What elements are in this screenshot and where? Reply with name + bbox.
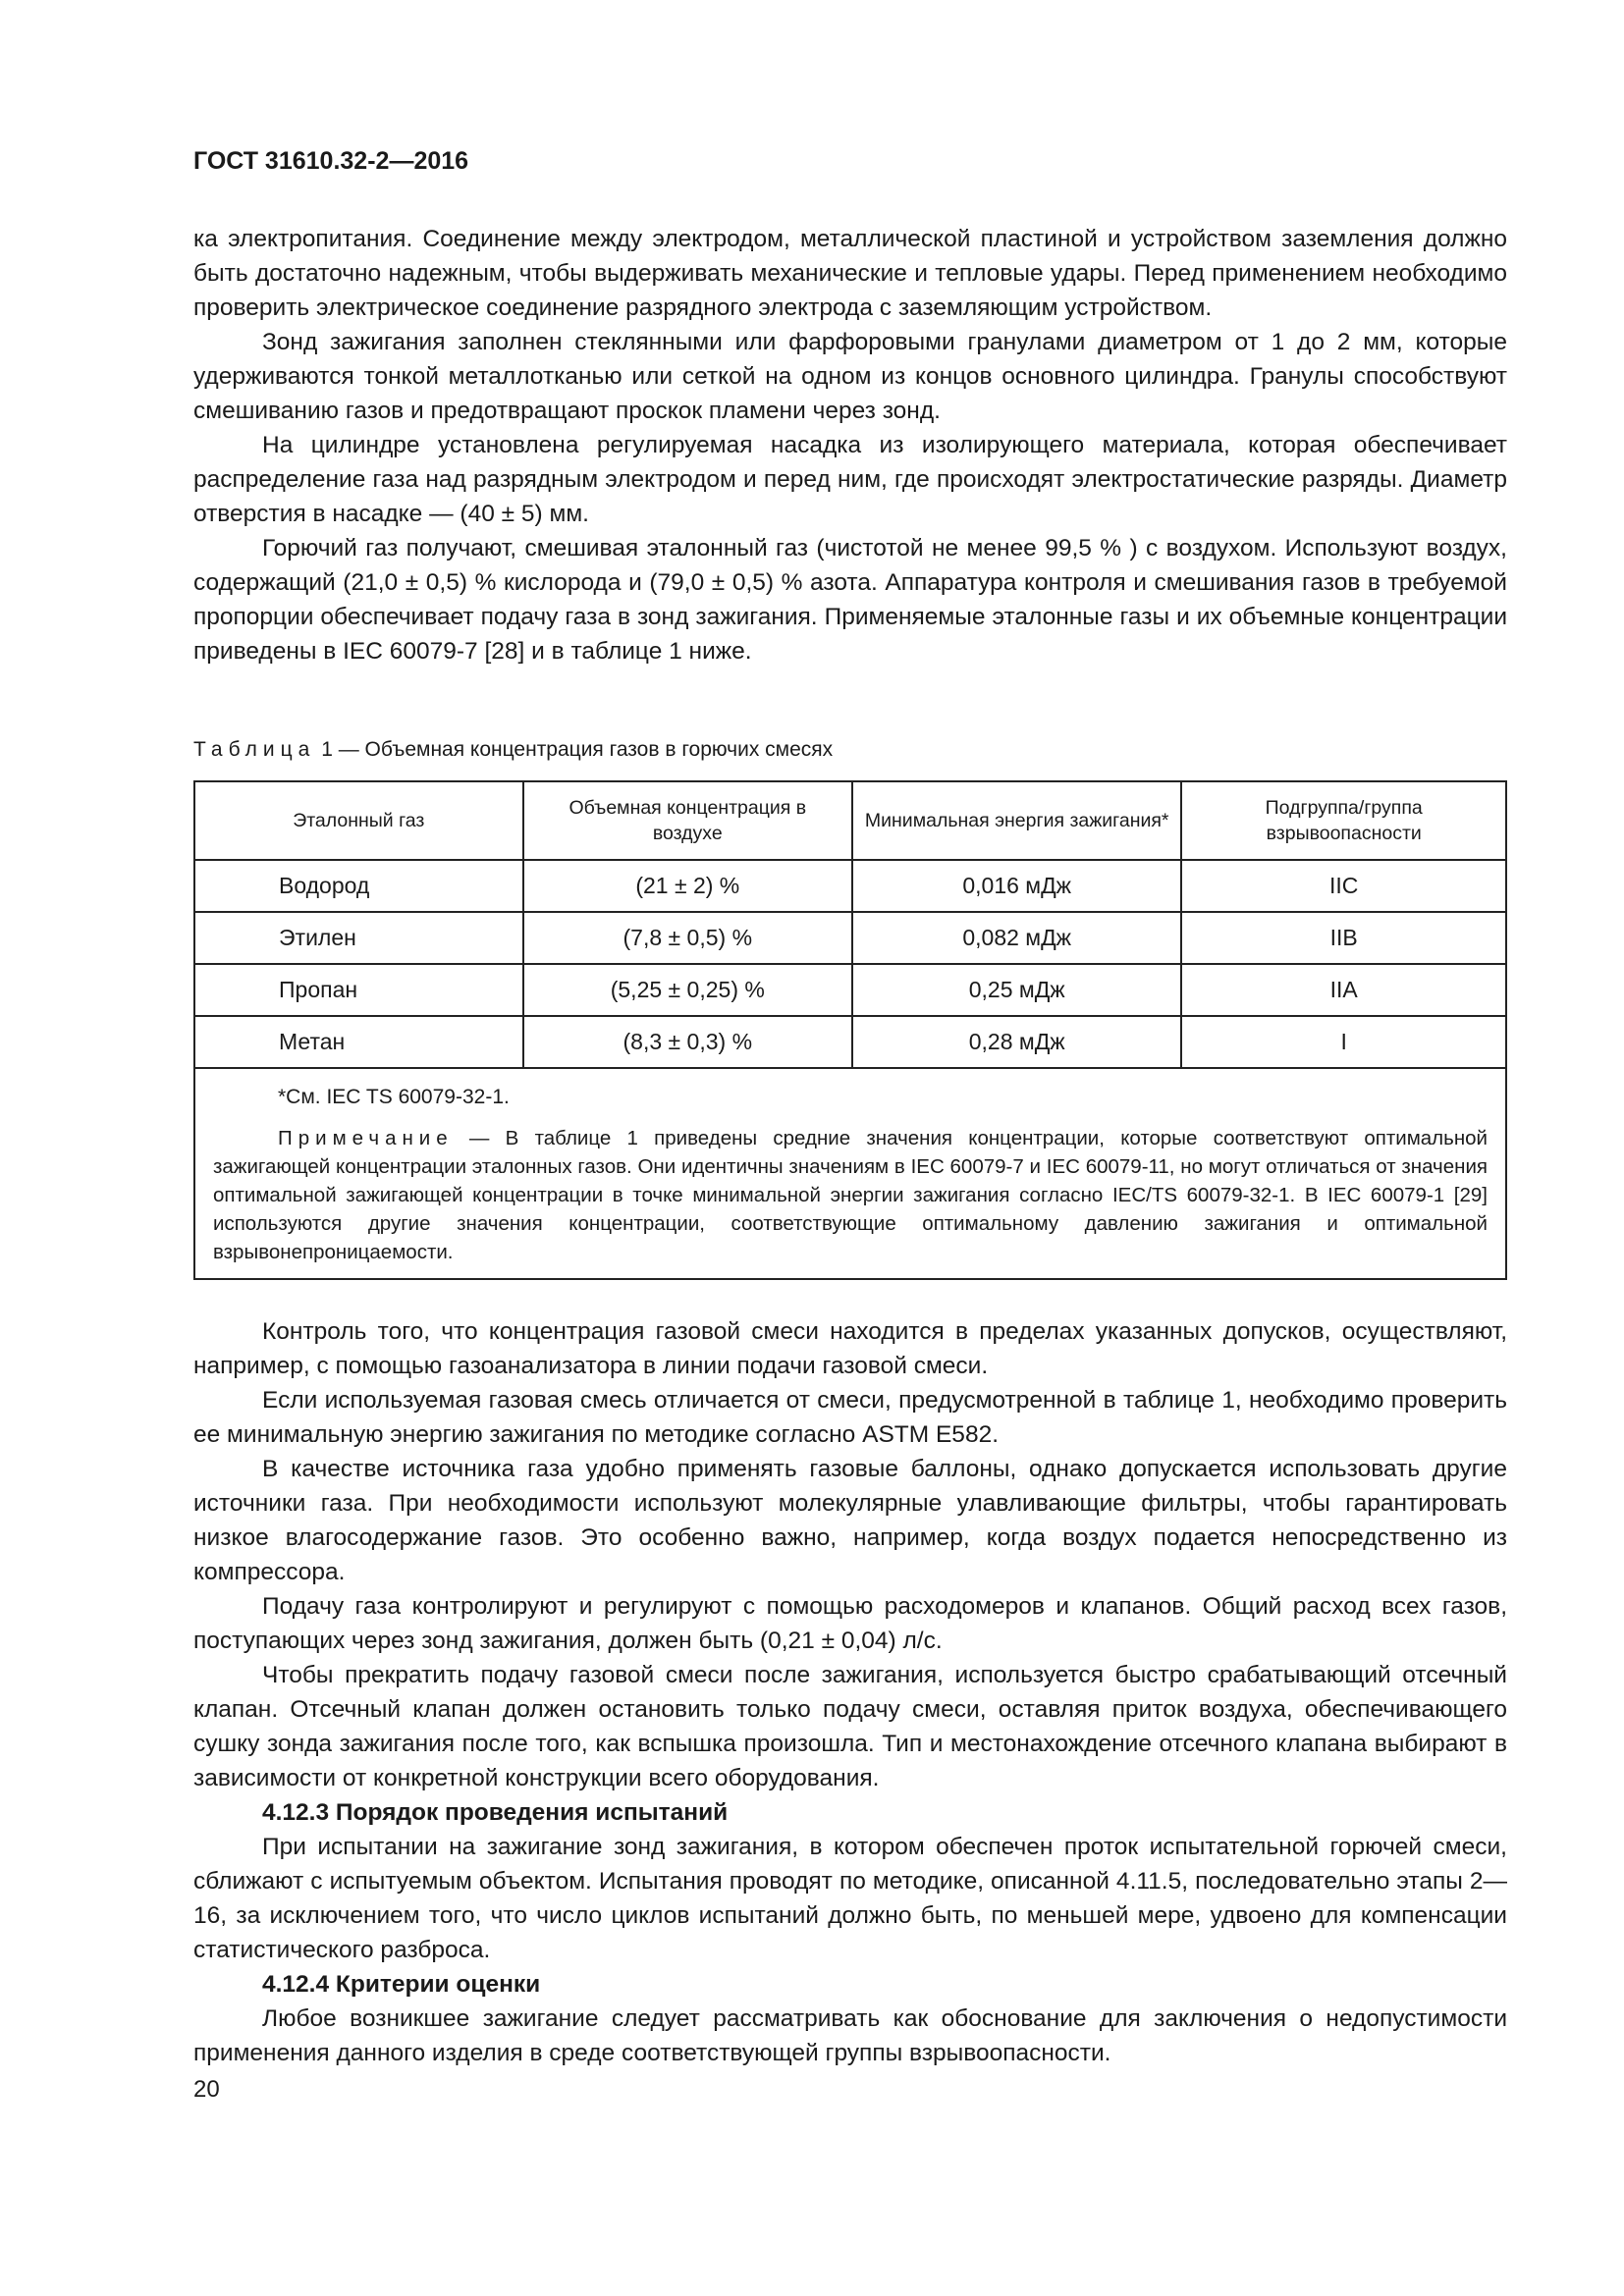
table-note-label: Примечание bbox=[278, 1127, 454, 1149]
table-row bbox=[194, 1016, 1506, 1068]
table-row bbox=[194, 912, 1506, 964]
table-caption-text: 1 — Объемная концентрация газов в горючих смесях bbox=[321, 738, 834, 761]
table-cell: (8,3 ± 0,3) % bbox=[523, 1016, 852, 1068]
table-footnote: *См. IEC TS 60079-32-1. bbox=[278, 1086, 510, 1108]
table-cell: Водород bbox=[194, 860, 523, 912]
paragraph-top-2: На цилиндре установлена регулируемая насадка из изолирующего материала, которая обеспечивает распределение газа над разрядным электродом и перед ним, где происходят электростатические разряды. Диаметр отверстия в насадке — (40 ± 5) мм. bbox=[193, 432, 1507, 527]
table-cell: (21 ± 2) % bbox=[523, 860, 852, 912]
table-cell: IIA bbox=[1181, 964, 1506, 1016]
table-header-cell: Подгруппа/группа взрывоопасности bbox=[1181, 781, 1506, 860]
table-note bbox=[213, 1124, 1488, 1266]
paragraph-bottom-6: При испытании на зажигание зонд зажигания, в котором обеспечен проток испытательной горючей смеси, сближают с испытуемым объектом. Испытания проводят по методике, описанной 4.11.5, последовательно этапы 2—16, за исключением того, что число циклов испытаний должно быть, по меньшей мере, удвоено для компенсации статистического разброса. bbox=[193, 1834, 1507, 1963]
section-heading-4-12-3: 4.12.3 Порядок проведения испытаний bbox=[262, 1799, 729, 1826]
paragraph-top-1: Зонд зажигания заполнен стеклянными или фарфоровыми гранулами диаметром от 1 до 2 мм, которые удерживаются тонкой металлотканью или сеткой на одном из концов основного цилиндра. Гранулы способствуют смешиванию газов и предотвращают проскок пламени через зонд. bbox=[193, 329, 1507, 424]
table-cell: 0,082 мДж bbox=[852, 912, 1181, 964]
table-header-cell: Минимальная энергия зажигания* bbox=[852, 781, 1181, 860]
paragraph-bottom-0: Контроль того, что концентрация газовой смеси находится в пределах указанных допусков, осуществляют, например, с помощью газоанализатора в линии подачи газовой смеси. bbox=[193, 1318, 1507, 1379]
paragraph-bottom-8: Любое возникшее зажигание следует рассматривать как обоснование для заключения о недопустимости применения данного изделия в среде соответствующей группы взрывоопасности. bbox=[193, 2005, 1507, 2066]
table-cell: Пропан bbox=[194, 964, 523, 1016]
table-cell: 0,28 мДж bbox=[852, 1016, 1181, 1068]
table-row bbox=[194, 860, 1506, 912]
section-heading-4-12-4: 4.12.4 Критерии оценки bbox=[262, 1971, 541, 1998]
table-cell: I bbox=[1181, 1016, 1506, 1068]
page-number: 20 bbox=[193, 2076, 220, 2103]
table-cell: Этилен bbox=[194, 912, 523, 964]
table-cell: Метан bbox=[194, 1016, 523, 1068]
paragraph-bottom-1: Если используемая газовая смесь отличается от смеси, предусмотренной в таблице 1, необходимо проверить ее минимальную энергию зажигания по методике согласно ASTM E582. bbox=[193, 1387, 1507, 1448]
table-footer-row bbox=[194, 1068, 1506, 1279]
table-cell: 0,25 мДж bbox=[852, 964, 1181, 1016]
table-cell: (7,8 ± 0,5) % bbox=[523, 912, 852, 964]
body-text-bottom bbox=[193, 1314, 1507, 2070]
table-cell: (5,25 ± 0,25) % bbox=[523, 964, 852, 1016]
table-header-cell: Эталонный газ bbox=[194, 781, 523, 860]
table-cell: IIC bbox=[1181, 860, 1506, 912]
document-header: ГОСТ 31610.32-2—2016 bbox=[193, 147, 469, 175]
table-header-row bbox=[194, 781, 1506, 860]
table-cell: 0,016 мДж bbox=[852, 860, 1181, 912]
table-caption-label: Таблица bbox=[193, 738, 316, 761]
gas-concentration-table bbox=[193, 780, 1507, 1280]
table-caption bbox=[193, 736, 833, 764]
paragraph-top-3: Горючий газ получают, смешивая эталонный газ (чистотой не менее 99,5 % ) с воздухом. Используют воздух, содержащий (21,0 ± 0,5) % кислорода и (79,0 ± 0,5) % азота. Аппаратура контроля и смешивания газов в требуемой пропорции обеспечивает подачу газа в зонд зажигания. Применяемые эталонные газы и их объемные концентрации приведены в IEC 60079-7 [28] и в таблице 1 ниже. bbox=[193, 535, 1507, 665]
table-cell: IIB bbox=[1181, 912, 1506, 964]
table-footer-cell bbox=[194, 1068, 1506, 1279]
table-note-text: — В таблице 1 приведены средние значения концентрации, которые соответствуют оптимальной зажигающей концентрации эталонных газов. Они идентичны значениям в IEC 60079-7 и IEC 60079-11, но могут отличаться от значения оптимальной зажигающей концентрации в точке минимальной энергии зажигания согласно IEC/TS 60079-32-1. В IEC 60079-1 [29] используются другие значения концентрации, соответствующие оптимальному давлению зажигания и оптимальной взрывонепроницаемости. bbox=[213, 1127, 1488, 1263]
paragraph-bottom-2: В качестве источника газа удобно применять газовые баллоны, однако допускается использовать другие источники газа. При необходимости используют молекулярные улавливающие фильтры, чтобы гарантировать низкое влагосодержание газов. Это особенно важно, например, когда воздух подается непосредственно из компрессора. bbox=[193, 1456, 1507, 1585]
paragraph-bottom-3: Подачу газа контролируют и регулируют с помощью расходомеров и клапанов. Общий расход всех газов, поступающих через зонд зажигания, должен быть (0,21 ± 0,04) л/с. bbox=[193, 1593, 1507, 1654]
paragraph-bottom-4: Чтобы прекратить подачу газовой смеси после зажигания, используется быстро срабатывающий отсечный клапан. Отсечный клапан должен остановить только подачу смеси, оставляя приток воздуха, обеспечивающего сушку зонда зажигания после того, как вспышка произошла. Тип и местонахождение отсечного клапана выбирают в зависимости от конкретной конструкции всего оборудования. bbox=[193, 1662, 1507, 1791]
paragraph-top-0: ка электропитания. Соединение между электродом, металлической пластиной и устройством заземления должно быть достаточно надежным, чтобы выдерживать механические и тепловые удары. Перед применением необходимо проверить электрическое соединение разрядного электрода с заземляющим устройством. bbox=[193, 226, 1507, 321]
table-header-cell: Объемная концентрация в воздухе bbox=[523, 781, 852, 860]
body-text-top bbox=[193, 222, 1507, 668]
table-row bbox=[194, 964, 1506, 1016]
